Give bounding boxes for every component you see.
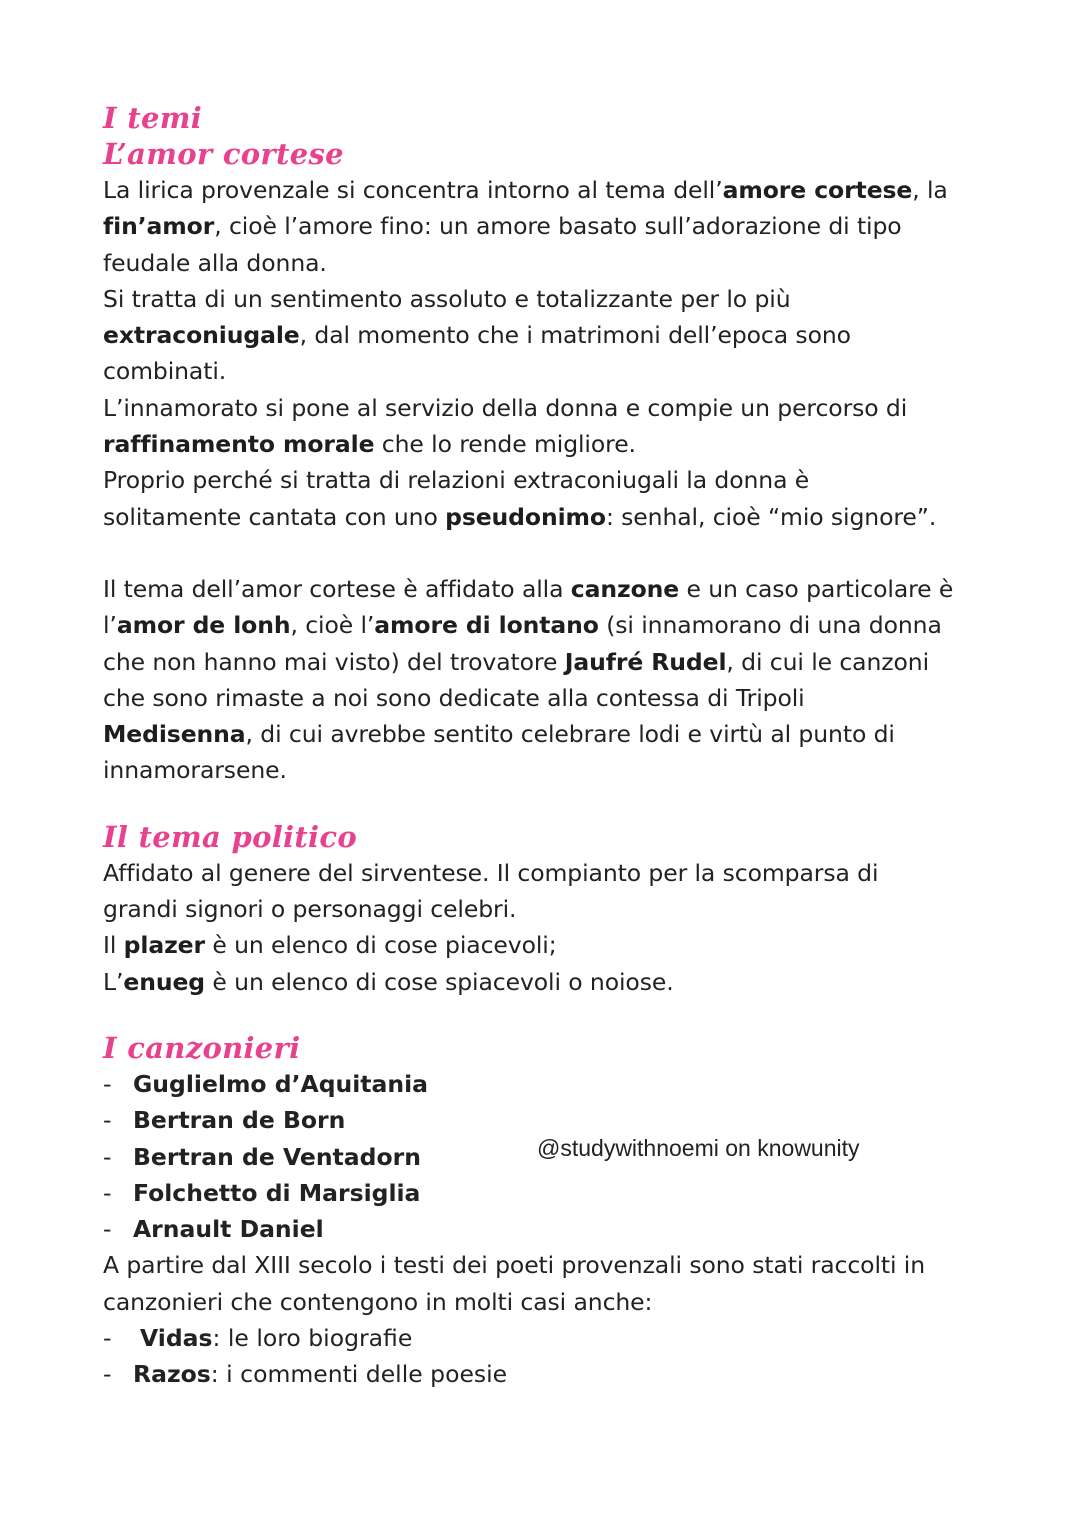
section-title-amor-cortese: L’amor cortese <box>103 137 344 171</box>
section-title-canzonieri: I canzonieri <box>103 1030 301 1065</box>
list-item: - Bertran de Born <box>103 1106 346 1135</box>
list-item: - Bertran de Ventadorn <box>103 1142 421 1171</box>
list-item: - Folchetto di Marsiglia <box>103 1178 421 1207</box>
paragraph-extraconiugale: Si tratta di un sentimento assoluto e totalizzante per lo più extraconiugale, dal momento che i matrimoni dell’epoca sono combinati. <box>103 284 851 386</box>
paragraph-innamorato: L’innamorato si pone al servizio della donna e compie un percorso di raffinamento morale che lo rende migliore. <box>103 393 908 459</box>
document-page <box>103 100 1003 1393</box>
paragraph-amor-cortese: La lirica provenzale si concentra intorno al tema dell’amore cortese, la fin’amor, cioè l’amore fino: un amore basato sull’adorazione di tipo feudale alla donna. <box>103 176 948 277</box>
contents-list <box>103 1320 1003 1393</box>
section-title-tema-politico: Il tema politico <box>103 819 357 854</box>
list-item: - Guglielmo d’Aquitania <box>103 1069 429 1098</box>
list-item: - Vidas: le loro biografie <box>103 1324 413 1353</box>
paragraph-pseudonimo: Proprio perché si tratta di relazioni extraconiugali la donna è solitamente cantata con uno pseudonimo: senhal, cioè “mio signore”. <box>103 466 937 531</box>
section-title-temi: I temi <box>103 101 203 135</box>
paragraph-tema-politico: Affidato al genere del sirventese. Il compianto per la scomparsa di grandi signori o personaggi celebri. Il plazer è un elenco di cose piacevoli; L’enueg è un elenco di cose spiacevoli o noiose. <box>103 858 879 996</box>
list-item: - Arnault Daniel <box>103 1215 324 1244</box>
author-credit: @studywithnoemi on knowunity <box>537 1135 860 1161</box>
paragraph-amor-de-lonh: Il tema dell’amor cortese è affidato alla canzone e un caso particolare è l’amor de lonh, cioè l’amore di lontano (si innamorano di una donna che non hanno mai visto) del trovatore Jaufré Rudel, di cui le canzoni che sono rimaste a noi sono dedicate alla contessa di Tripoli Medisenna, di cui avrebbe sentito celebrare lodi e virtù al punto di innamorarsene. <box>103 574 954 785</box>
paragraph-canzonieri: A partire dal XIII secolo i testi dei poeti provenzali sono stati raccolti in canzonieri che contengono in molti casi anche: <box>103 1251 926 1316</box>
list-item: - Razos: i commenti delle poesie <box>103 1360 508 1389</box>
